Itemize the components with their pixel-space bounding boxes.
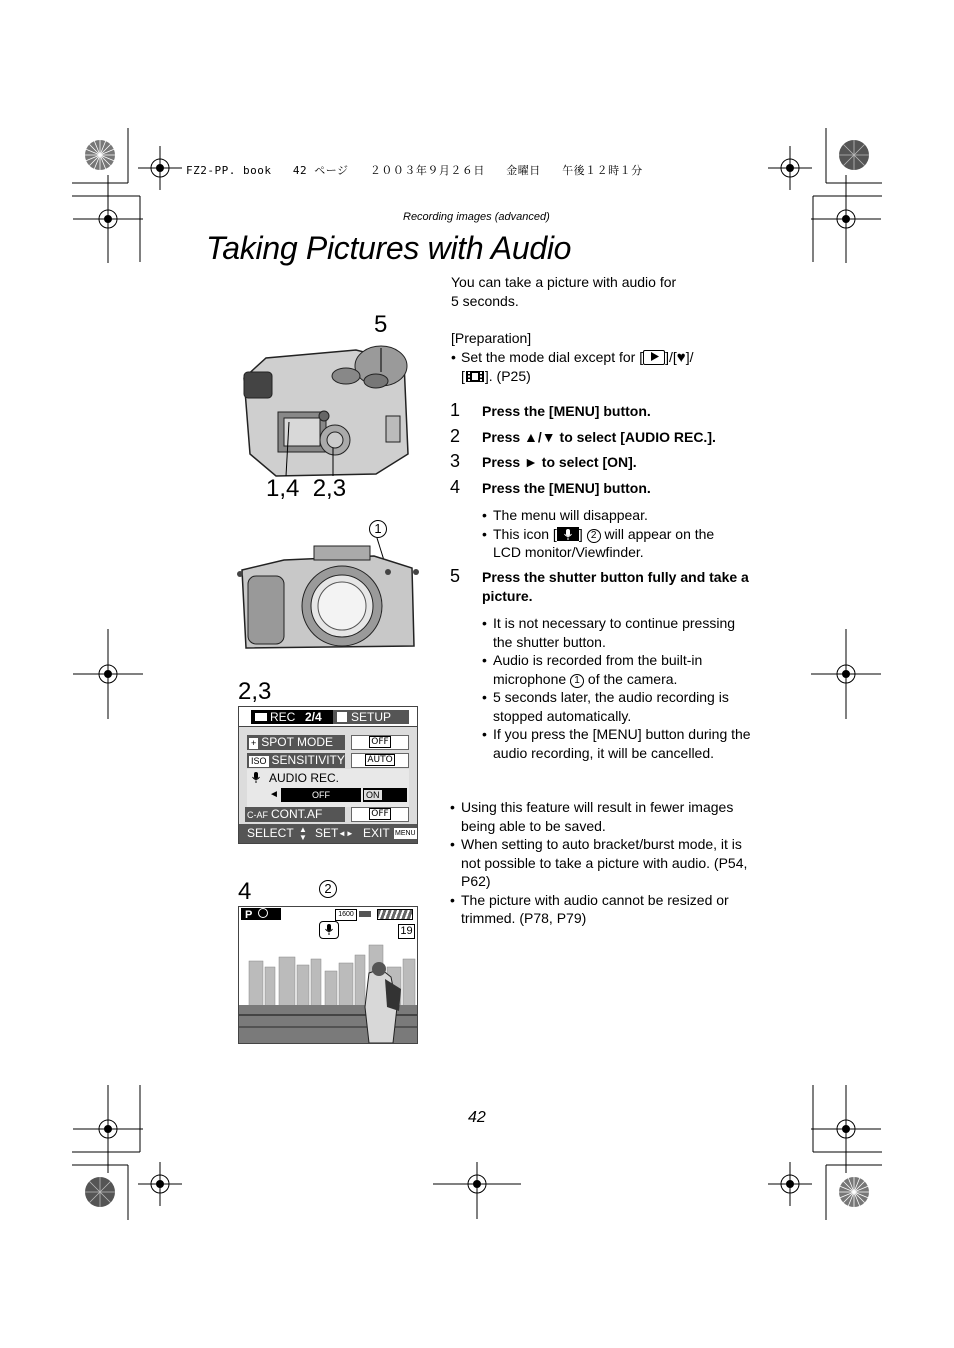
spot-mode-value[interactable] — [351, 735, 409, 750]
value-text: OFF — [371, 809, 389, 819]
figure-labels-steps: 1,4 2,3 — [266, 475, 347, 502]
step-5-note-4: • If you press the [MENU] button during the audio recording, it will be cancelled. — [482, 725, 754, 762]
tab-rec-label: REC — [270, 710, 296, 724]
preparation — [451, 329, 756, 386]
mode-indicator — [241, 908, 281, 920]
battery-icon — [377, 909, 413, 920]
figure-label-2-3: 2,3 — [238, 678, 272, 705]
step-4-note-2 — [482, 525, 752, 562]
step-5-note-3: • 5 seconds later, the audio recording is stopped automatically. — [482, 688, 754, 725]
figure-label-5: 5 — [374, 311, 388, 338]
tab-setup — [333, 710, 409, 724]
menu-item-cont-af[interactable] — [245, 807, 345, 822]
footer-set: SET — [315, 826, 339, 840]
note-text: Audio is recorded from the built-in microphone — [493, 652, 703, 687]
quality-icon — [359, 911, 371, 917]
menu-item-sensitivity[interactable] — [247, 753, 345, 768]
up-down-icon: ▲ ▼ — [299, 825, 307, 842]
callout-2-figure: 2 — [319, 880, 337, 898]
prep-text-1: Set the mode dial except for [ — [461, 348, 644, 365]
menu-button-icon: MENU — [395, 830, 416, 837]
step-5-note-2 — [482, 651, 754, 688]
note-text: ] — [578, 525, 587, 542]
audio-off-option[interactable] — [281, 788, 361, 802]
note-text: This icon [ — [493, 525, 557, 542]
preparation-bullet: • Set the mode dial except for [ ]/[♥]/ [ ]. (P25) — [451, 348, 694, 384]
step-4-notes — [482, 506, 752, 562]
setup-icon — [337, 712, 347, 722]
motion-picture-icon — [465, 368, 485, 384]
heart-icon: ♥ — [676, 348, 686, 366]
step-5-text: Press the shutter button fully and take a picture. — [482, 569, 749, 604]
playback-icon — [643, 350, 665, 365]
mode-text: P — [245, 909, 253, 921]
prep-text-4: [ — [461, 368, 465, 384]
step-4-text: Press the [MENU] button. — [482, 480, 651, 496]
step-2-number: 2 — [450, 426, 461, 446]
value-text: AUTO — [367, 755, 393, 765]
step-5-number: 5 — [450, 566, 461, 586]
intro-line-2: 5 seconds. — [451, 292, 519, 309]
value-text: OFF — [371, 737, 389, 747]
lcd-screen — [238, 906, 418, 1044]
menu-item-label: SENSITIVITY — [271, 753, 345, 767]
microphone-icon — [557, 527, 579, 541]
spot-mode-icon: + — [251, 738, 257, 748]
prep-text-3: ]/ — [685, 348, 694, 365]
note-3: • The picture with audio cannot be resized or trimmed. (P78, P79) — [450, 891, 752, 928]
audio-on-option[interactable] — [363, 788, 407, 802]
step-3-text: Press ► to select [ON]. — [482, 454, 637, 470]
caf-icon: C-AF — [247, 810, 268, 820]
cont-af-value[interactable] — [351, 807, 409, 822]
prep-text-5: ]. (P25) — [484, 368, 531, 384]
note-2: • When setting to auto bracket/burst mode, it is not possible to take a picture with audio. (P54, P62) — [450, 835, 752, 891]
notes — [450, 798, 752, 928]
footer-select: SELECT — [247, 826, 294, 840]
camera-front-illustration — [234, 538, 420, 658]
callout-1-figure: 1 — [369, 520, 387, 538]
note-text: LCD monitor/Viewfinder. — [493, 544, 644, 560]
menu-page-indicator: 2/4 — [305, 710, 322, 724]
step-5-notes — [482, 614, 754, 762]
note-text: will appear on the — [600, 525, 715, 542]
iso-indicator: 1600 — [335, 909, 357, 921]
sensitivity-value[interactable] — [351, 753, 409, 768]
flash-off-icon — [258, 908, 268, 918]
page-title: Taking Pictures with Audio — [206, 230, 572, 266]
step-1-number: 1 — [450, 400, 461, 420]
option-text: ON — [366, 790, 380, 800]
step-3-number: 3 — [450, 451, 461, 471]
figure-label-4: 4 — [238, 878, 252, 905]
section-title: Recording images (advanced) — [403, 211, 550, 223]
picture-count: 19 — [398, 924, 415, 939]
microphone-icon — [251, 771, 261, 787]
step-5-note-1: • It is not necessary to continue pressing the shutter button. — [482, 614, 754, 651]
callout-1: 1 — [570, 674, 584, 688]
tab-rec — [251, 710, 333, 724]
intro-text — [451, 273, 751, 310]
intro-line-1: You can take a picture with audio for — [451, 274, 677, 290]
camera-back-illustration — [236, 336, 416, 496]
step-2-text: Press ▲/▼ to select [AUDIO REC.]. — [482, 429, 716, 445]
note-text: of the camera. — [584, 670, 678, 687]
note-1: • Using this feature will result in fewer images being able to be saved. — [450, 798, 752, 835]
option-text: OFF — [312, 790, 330, 800]
menu-footer — [239, 824, 417, 843]
camera-icon — [255, 713, 267, 721]
step-4-number: 4 — [450, 477, 461, 497]
left-right-icon: ◄► — [338, 829, 354, 838]
left-arrow-icon: ◄ — [269, 789, 279, 800]
step-1-text: Press the [MENU] button. — [482, 403, 651, 419]
menu-item-label: CONT.AF — [271, 807, 323, 821]
preparation-label: [Preparation] — [451, 330, 532, 346]
audio-rec-label: AUDIO REC. — [269, 771, 340, 785]
page-number: 42 — [468, 1109, 486, 1126]
menu-item-audio-rec[interactable] — [247, 769, 409, 807]
menu-item-spot-mode[interactable] — [247, 735, 345, 750]
rec-menu-screen — [238, 706, 418, 844]
footer-exit: EXIT — [363, 826, 390, 840]
menu-item-label: SPOT MODE — [261, 735, 334, 749]
prep-text-2: ]/[ — [665, 348, 677, 365]
audio-rec-icon — [319, 921, 339, 939]
print-header: FZ2-PP. book 42 ページ ２００３年９月２６日 金曜日 午後１２時１分 — [186, 164, 643, 177]
iso-icon: ISO — [251, 756, 267, 766]
tab-setup-label: SETUP — [351, 710, 392, 724]
callout-2: 2 — [587, 529, 601, 543]
step-4-note-1: • The menu will disappear. — [482, 506, 752, 525]
